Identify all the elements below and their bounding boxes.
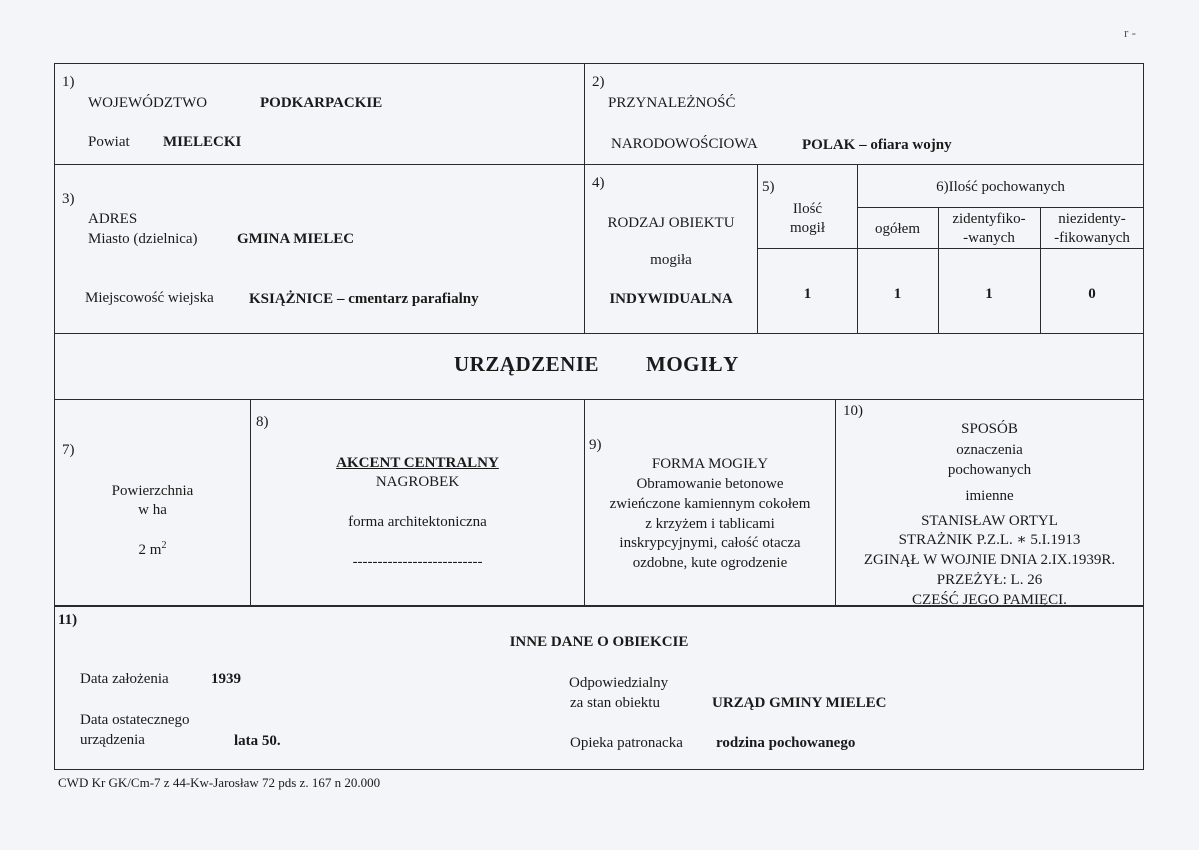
architectural-form-value: -------------------------- [352,554,483,570]
adres-label: ADRES [88,211,138,227]
nationality-value: POLAK – ofiara wojny [802,137,952,153]
graves-count-label-line2: mogił [789,220,825,236]
section-8-number: 8) [256,414,269,430]
section-2-number: 2) [592,74,605,90]
responsible-value: URZĄD GMINY MIELEC [712,695,887,711]
founding-date-value: 1939 [211,671,241,687]
corner-mark: r - [1124,25,1136,40]
responsible-label-line1: Odpowiedzialny [569,675,669,691]
buried-unidentified-header-line2: -fikowanych [1054,230,1130,246]
object-type-label: RODZAJ OBIEKTU [607,215,735,231]
marking-line3: imienne [965,488,1014,504]
section-6-row-divider [857,248,1144,249]
wojewodztwo-label: WOJEWÓDZTWO [88,95,208,111]
section-title-word1: URZĄDZENIE [454,352,600,376]
miasto-value: GMINA MIELEC [237,231,355,247]
section-6-header-divider [857,207,1144,208]
buried-identified-value: 1 [985,286,993,302]
patronage-value: rodzina pochowanego [716,735,856,751]
buried-count-header: 6)Ilość pochowanych [936,179,1065,195]
buried-unidentified-header-line1: niezidenty- [1058,211,1126,227]
final-arrangement-label-line2: urządzenia [80,732,145,748]
section-4-box [584,164,758,334]
buried-identified-header-line2: -wanych [963,230,1015,246]
grave-form-line-4: inskrypcyjnymi, całość otacza [619,535,801,551]
grave-form-line-1: Obramowanie betonowe [636,476,784,492]
powiat-label: Powiat [88,134,130,150]
powiat-value: MIELECKI [163,134,242,150]
inscription-line-4: PRZEŻYŁ: L. 26 [936,572,1043,588]
miejscowosc-value: KSIĄŻNICE – cmentarz parafialny [249,291,479,307]
grave-form-line-5: ozdobne, kute ogrodzenie [632,555,788,571]
graves-count-value: 1 [803,286,812,302]
other-data-title: INNE DANE O OBIEKCIE [509,634,689,650]
central-accent-value: NAGROBEK [375,474,460,490]
miasto-label: Miasto (dzielnica) [88,231,198,247]
architectural-form-label: forma architektoniczna [348,514,487,530]
inscription-line-2: STRAŻNIK P.Z.L. ∗ 5.I.1913 [898,532,1081,548]
area-label-line1: Powierzchnia [111,483,194,499]
wojewodztwo-value: PODKARPACKIE [260,95,383,111]
inscription-line-3: ZGINĄŁ W WOJNIE DNIA 2.IX.1939R. [863,552,1116,568]
buried-total-header: ogółem [875,221,920,237]
section-11-number: 11) [58,612,78,628]
nationality-label-line1: PRZYNALEŻNOŚĆ [608,95,736,111]
responsible-label-line2: za stan obiektu [570,695,660,711]
marking-title: SPOSÓB [961,421,1018,437]
section-4-number: 4) [592,175,605,191]
founding-date-label: Data założenia [80,671,169,687]
inscription-line-1: STANISŁAW ORTYL [921,513,1058,529]
section-1-box [54,63,585,165]
object-type-sub: mogiła [650,252,692,268]
section-9-number: 9) [589,437,602,453]
section-7-number: 7) [62,442,75,458]
section-10-number: 10) [843,403,863,419]
buried-unidentified-value: 0 [1088,286,1096,302]
final-arrangement-label-line1: Data ostatecznego [80,712,190,728]
area-label-line2: w ha [138,502,167,518]
area-value: 2 $m^2$ [138,540,167,558]
section-3-box [54,164,585,334]
section-3-number: 3) [62,191,75,207]
patronage-label: Opieka patronacka [570,735,683,751]
grave-form-line-3: z krzyżem i tablicami [645,516,775,532]
section-title-word2: MOGIŁY [646,352,739,376]
nationality-label-line2: NARODOWOŚCIOWA [611,136,758,152]
section-5-divider [757,248,858,249]
inscription-line-5: CZEŚĆ JEGO PAMIĘCI. [912,592,1067,608]
buried-total-value: 1 [893,286,902,302]
marking-line2: pochowanych [947,462,1032,478]
form-footer: CWD Kr GK/Cm-7 z 44-Kw-Jarosław 72 pds z. 167 n 20.000 [58,775,381,790]
grave-form-title: FORMA MOGIŁY [651,456,769,472]
section-5-number: 5) [762,179,775,195]
grave-form-line-2: zwieńczone kamiennym cokołem [609,496,811,512]
buried-identified-header-line1: zidentyfiko- [952,211,1026,227]
marking-line1: oznaczenia [956,442,1023,458]
section-8-box [250,399,585,606]
miejscowosc-label: Miejscowość wiejska [85,290,214,306]
object-type-value: INDYWIDUALNA [609,291,733,307]
graves-count-label-line1: Ilość [792,201,823,217]
final-arrangement-value: lata 50. [234,733,281,749]
section-1-number: 1) [62,74,75,90]
central-accent-title: AKCENT CENTRALNY [336,455,499,471]
